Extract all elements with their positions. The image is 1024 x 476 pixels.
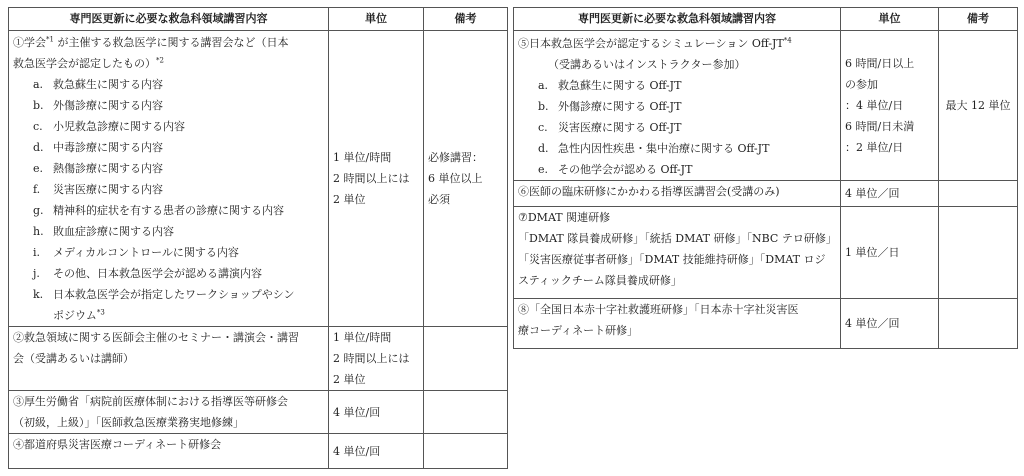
row1-item-e: e. 熱傷診療に関する内容 [33,162,163,175]
row2-note [424,327,508,391]
row2-content [9,327,329,391]
row1-item-d: d. 中毒診療に関する内容 [33,141,163,154]
row1-unit-line3: 2 単位 [333,193,366,206]
row5-unit-line2: の参加 [845,78,878,91]
row5-note: 最大 12 単位 [939,31,1018,181]
row7-line1: ⑦DMAT 関連研修 [518,211,611,224]
row5-unit-line5: ：2 単位/日 [845,141,904,154]
row1-note-line3: 必須 [428,193,450,206]
row1-item-k-continued: ポジウム$^{*3}$ [53,308,105,322]
row8-line1: ⑧「全国日本赤十字社救護班研修」「日本赤十字社災害医 [518,303,799,316]
row3-content [9,391,329,434]
row1-item-a: a. 救急蘇生に関する内容 [33,78,163,91]
row2-unit-line2: 2 時間以上には [333,352,410,365]
row5-subtitle: （受講あるいはインストラクター参加） [548,58,746,71]
right-row-5 [514,31,1018,181]
left-table [8,7,508,469]
row3-unit: 4 単位/回 [329,391,424,434]
row2-unit-line3: 2 単位 [333,373,366,386]
row3-line2: （初級，上級）」「医師救急医療業務実地修練」 [13,416,244,429]
row1-item-f: f. 災害医療に関する内容 [33,183,163,196]
left-header-content: 専門医更新に必要な救急科領域講習内容 [9,8,329,31]
row1-note-line1: 必修講習： [428,151,483,164]
row7-note [939,207,1018,299]
row7-unit: 1 単位／日 [841,207,939,299]
row2-line1: ②救急領域に関する医師会主催のセミナー・講演会・講習 [13,331,299,344]
row5-item-d: d. 急性内因性疾患・集中治療に関する Off-JT [538,142,770,155]
row7-line2: 「DMAT 隊員養成研修」「統括 DMAT 研修」「NBC テロ研修」 [518,232,837,245]
row1-item-h: h. 敗血症診療に関する内容 [33,225,174,238]
row1-title-line1: ①学会$^{*1}$ が主催する救急医学に関する講習会など（日本 [13,35,289,49]
row5-unit [841,31,939,181]
row8-line2: 療コーディネート研修」 [518,324,639,337]
row2-line2: 会（受講あるいは講師） [13,352,134,365]
row4-unit: 4 単位/回 [329,434,424,469]
right-header-content: 専門医更新に必要な救急科領域講習内容 [514,8,841,31]
row1-unit-line2: 2 時間以上には [333,172,410,185]
row4-content: ④都道府県災害医療コーディネート研修会 [9,434,329,469]
row8-note [939,299,1018,349]
row5-item-a: a. 救急蘇生に関する Off-JT [538,79,682,92]
left-row-3 [9,391,508,434]
row6-content: ⑥医師の臨床研修にかかわる指導医講習会(受講のみ) [514,181,841,207]
row5-item-e: e. その他学会が認める Off-JT [538,163,693,176]
row1-item-j: j. その他、日本救急医学会が認める講演内容 [33,267,262,280]
row7-line4: スティックチーム隊員養成研修」 [518,274,682,287]
left-row-1 [9,31,508,327]
row1-note [424,31,508,327]
row1-unit-line1: 1 単位/時間 [333,151,392,164]
row8-unit: 4 単位／回 [841,299,939,349]
row2-unit [329,327,424,391]
row1-item-b: b. 外傷診療に関する内容 [33,99,163,112]
row6-unit: 4 単位／回 [841,181,939,207]
right-header-note: 備考 [939,8,1018,31]
right-row-8 [514,299,1018,349]
left-row-2 [9,327,508,391]
row1-item-g: g. 精神科的症状を有する患者の診療に関する内容 [33,204,284,217]
row1-content [9,31,329,327]
row5-title: ⑤日本救急医学会が認定するシミュレーション Off-JT$^{*4}$ [518,36,792,50]
row5-item-b: b. 外傷診療に関する Off-JT [538,100,682,113]
row3-note [424,391,508,434]
row5-unit-line4: 6 時間/日未満 [845,120,915,133]
right-table [513,7,1018,349]
row1-item-i: i. メディカルコントロールに関する内容 [33,246,239,259]
row7-content [514,207,841,299]
row1-item-k: k. 日本救急医学会が指定したワークショップやシン [33,288,295,301]
row5-unit-line3: ：4 単位/日 [845,99,904,112]
row1-unit [329,31,424,327]
row2-unit-line1: 1 単位/時間 [333,331,392,344]
row8-content [514,299,841,349]
right-header-unit: 単位 [841,8,939,31]
left-header-unit: 単位 [329,8,424,31]
row5-item-c: c. 災害医療に関する Off-JT [538,121,682,134]
row7-line3: 「災害医療従事者研修」「DMAT 技能維持研修」「DMAT ロジ [518,253,826,266]
row6-note [939,181,1018,207]
row1-item-c: c. 小児救急診療に関する内容 [33,120,185,133]
row1-title-line2: 救急医学会が認定したもの）$^{*2}$ [13,56,164,70]
left-row-4 [9,434,508,469]
left-header-row [9,8,508,31]
right-row-6 [514,181,1018,207]
row4-note [424,434,508,469]
right-header-row [514,8,1018,31]
right-row-7 [514,207,1018,299]
row3-line1: ③厚生労働省「病院前医療体制における指導医等研修会 [13,395,288,408]
row1-note-line2: 6 単位以上 [428,172,483,185]
left-header-note: 備考 [424,8,508,31]
row5-unit-line1: 6 時間/日以上 [845,57,915,70]
row5-content [514,31,841,181]
